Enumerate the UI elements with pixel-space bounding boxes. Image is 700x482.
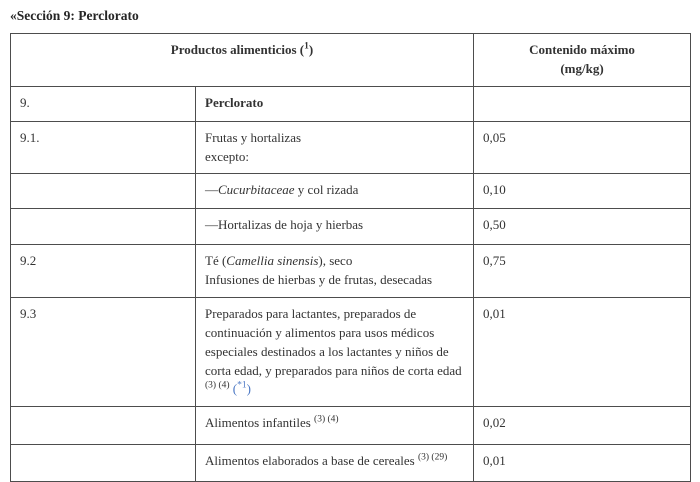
table-row xyxy=(11,174,691,209)
row-number-cell: 9.3 xyxy=(11,298,196,407)
row-number-cell xyxy=(11,445,196,482)
table-row xyxy=(11,245,691,298)
product-text-line xyxy=(205,129,464,148)
product-text-line xyxy=(205,216,464,235)
table-body xyxy=(11,86,691,482)
text-segment: —Hortalizas de hoja y hierbas xyxy=(205,217,364,233)
section-title: «Sección 9: Perclorato xyxy=(10,8,139,23)
text-segment: excepto: xyxy=(205,148,250,164)
row-number-cell xyxy=(11,209,196,245)
footnote-link[interactable]: *1 xyxy=(237,381,247,392)
table-row xyxy=(11,121,691,174)
product-cell xyxy=(196,298,474,407)
product-cell xyxy=(196,407,474,445)
footnote-marker: 1 xyxy=(304,41,309,52)
table-row xyxy=(11,407,691,445)
table-row xyxy=(11,445,691,482)
max-content-value-cell: 0,05 xyxy=(474,121,691,174)
column-header-products xyxy=(11,34,474,87)
row-number-cell xyxy=(11,407,196,445)
text-segment: Camellia sinensis xyxy=(226,253,319,269)
footnote-link[interactable]: ) xyxy=(246,381,251,397)
text-segment: Preparados para lactantes, preparados de continuación y alimentos para usos médicos especiales destinados a los lactantes y niños de corta edad, y preparados para niños de corta edad xyxy=(205,306,462,378)
text-segment: ) xyxy=(308,42,314,57)
row-number-cell: 9.2 xyxy=(11,245,196,298)
product-text-line xyxy=(205,414,464,433)
text-segment: Alimentos elaborados a base de cereales xyxy=(205,453,418,469)
product-text-line xyxy=(205,94,464,113)
footnote-marker: (3) (29) xyxy=(417,452,448,463)
row-number-cell: 9.1. xyxy=(11,121,196,174)
text-segment: — xyxy=(205,182,218,198)
product-cell xyxy=(196,174,474,209)
max-content-label-line2: (mg/kg) xyxy=(560,60,604,76)
table-row xyxy=(11,298,691,407)
product-text-line xyxy=(205,271,464,290)
product-text-line xyxy=(205,148,464,167)
text-segment: Frutas y hortalizas xyxy=(205,129,302,145)
max-content-label-line1: Contenido máximo xyxy=(529,42,635,57)
product-text-line xyxy=(205,305,464,399)
product-cell xyxy=(196,121,474,174)
product-cell xyxy=(196,445,474,482)
text-segment: Cucurbitaceae xyxy=(218,182,295,198)
product-cell xyxy=(196,209,474,245)
footnote-marker: (3) (4) xyxy=(205,381,230,392)
product-cell xyxy=(196,245,474,298)
text-segment: y col rizada xyxy=(294,182,359,198)
max-content-value-cell xyxy=(474,86,691,121)
product-text-line xyxy=(205,452,464,471)
product-text-line xyxy=(205,252,464,271)
column-header-max-content xyxy=(474,34,691,87)
table-row xyxy=(11,209,691,245)
max-content-value-cell: 0,02 xyxy=(474,407,691,445)
product-text-line xyxy=(205,181,464,200)
perchlorate-limits-table xyxy=(10,33,691,482)
text-segment: Infusiones de hierbas y de frutas, desecadas xyxy=(205,272,433,288)
text-segment: Productos alimenticios ( xyxy=(170,42,305,57)
max-content-value-cell: 0,10 xyxy=(474,174,691,209)
table-row xyxy=(11,86,691,121)
text-segment: Té ( xyxy=(205,253,227,269)
footnote-marker: (3) (4) xyxy=(314,414,339,425)
text-segment: Perclorato xyxy=(205,94,264,110)
max-content-value-cell: 0,01 xyxy=(474,445,691,482)
footnote-link[interactable]: ( xyxy=(232,381,238,397)
text-segment: ), seco xyxy=(318,253,353,269)
row-number-cell: 9. xyxy=(11,86,196,121)
max-content-value-cell: 0,01 xyxy=(474,298,691,407)
max-content-value-cell: 0,75 xyxy=(474,245,691,298)
text-segment: Alimentos infantiles xyxy=(205,415,315,431)
product-cell xyxy=(196,86,474,121)
row-number-cell xyxy=(11,174,196,209)
max-content-value-cell: 0,50 xyxy=(474,209,691,245)
table-header-row xyxy=(11,34,691,87)
